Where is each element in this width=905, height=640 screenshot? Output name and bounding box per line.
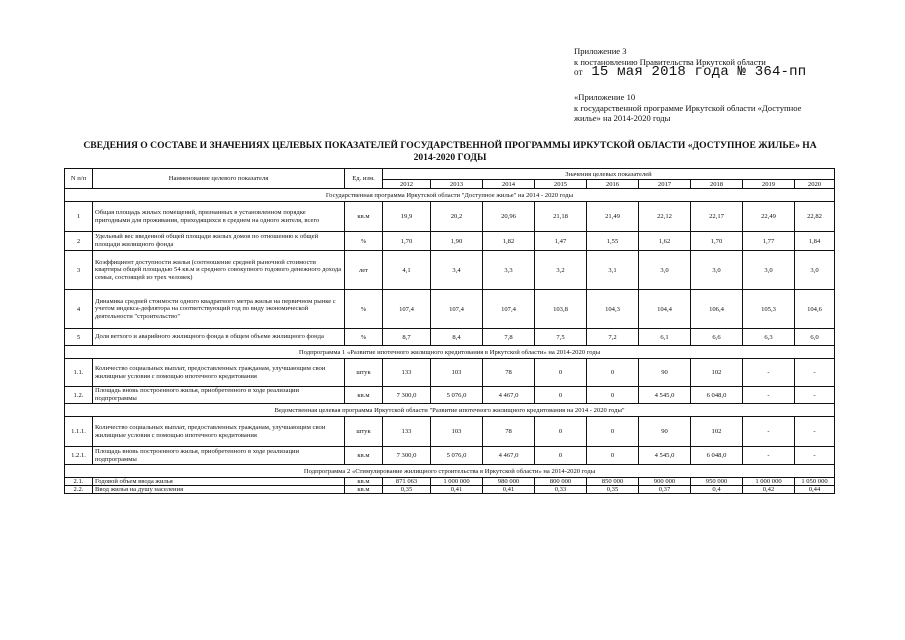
row-number: 1.2. xyxy=(65,387,93,404)
value-cell: 1,70 xyxy=(691,232,743,251)
value-cell: 1 000 000 xyxy=(431,478,483,486)
title-line-2: 2014-2020 ГОДЫ xyxy=(413,152,487,163)
year-header: 2017 xyxy=(639,180,691,189)
table-row xyxy=(65,417,835,447)
value-cell: 5 076,0 xyxy=(431,387,483,404)
value-cell: 1,84 xyxy=(795,232,835,251)
row-number: 1.1. xyxy=(65,359,93,387)
unit-cell: кв.м xyxy=(345,486,383,494)
unit-cell: лет xyxy=(345,251,383,290)
value-cell: - xyxy=(795,417,835,447)
appendix-header xyxy=(574,46,806,78)
value-cell: 6,0 xyxy=(795,329,835,346)
table-body xyxy=(65,189,835,494)
value-cell: 980 000 xyxy=(483,478,535,486)
value-cell: 4 545,0 xyxy=(639,447,691,465)
value-cell: 90 xyxy=(639,359,691,387)
value-cell: 800 000 xyxy=(535,478,587,486)
value-cell: 22,49 xyxy=(743,202,795,232)
value-cell: 7,5 xyxy=(535,329,587,346)
value-cell: 950 000 xyxy=(691,478,743,486)
value-cell: 7,8 xyxy=(483,329,535,346)
value-cell: 103 xyxy=(431,359,483,387)
table-row xyxy=(65,232,835,251)
section-title: Государственная программа Иркутской области "Доступное жилье" на 2014 - 2020 годы xyxy=(65,189,835,202)
row-number: 2.2. xyxy=(65,486,93,494)
row-number: 4 xyxy=(65,290,93,329)
value-cell: 19,9 xyxy=(383,202,431,232)
value-cell: 21,49 xyxy=(587,202,639,232)
value-cell: 1,82 xyxy=(483,232,535,251)
unit-cell: штук xyxy=(345,359,383,387)
table-row xyxy=(65,359,835,387)
appendix-number: Приложение 3 xyxy=(574,46,627,56)
value-cell: 107,4 xyxy=(483,290,535,329)
title-line-1: СВЕДЕНИЯ О СОСТАВЕ И ЗНАЧЕНИЯХ ЦЕЛЕВЫХ ПОКАЗАТЕЛЕЙ ГОСУДАРСТВЕННОЙ ПРОГРАММЫ ИРКУТСКОЙ ОБЛАСТИ «ДОСТУПНОЕ ЖИЛЬЕ» НА xyxy=(83,140,817,151)
section-title: Подпрограмма 2 «Стимулирование жилищного строительства в Иркутской области» на 2014-2020 годы xyxy=(65,465,835,478)
indicator-name: Площадь вновь построенного жилья, приобретенного в ходе реализации подпрограммы xyxy=(93,447,345,465)
value-cell: 0,37 xyxy=(639,486,691,494)
resolution-reference: к постановлению Правительства Иркутской области xyxy=(574,56,766,67)
indicator-name: Удельный вес введенной общей площади жилых домов по отношению к общей площади жилищного фонда xyxy=(93,232,345,251)
value-cell: 90 xyxy=(639,417,691,447)
date-prefix: от xyxy=(574,67,583,77)
row-number: 1.1.1. xyxy=(65,417,93,447)
value-cell: 850 000 xyxy=(587,478,639,486)
col-values-header: Значения целевых показателей xyxy=(383,169,835,180)
indicator-name: Ввод жилья на душу населения xyxy=(93,486,345,494)
table-row xyxy=(65,251,835,290)
value-cell: 103 xyxy=(431,417,483,447)
year-header: 2014 xyxy=(483,180,535,189)
indicator-name: Количество социальных выплат, предоставленных гражданам, улучшающим свои жилищные условия с помощью ипотечного кредитования xyxy=(93,359,345,387)
value-cell: 20,96 xyxy=(483,202,535,232)
indicator-name: Годовой объем ввода жилья xyxy=(93,478,345,486)
value-cell: 3,0 xyxy=(691,251,743,290)
program-reference: к государственной программе Иркутской области «Доступное xyxy=(574,102,802,113)
resolution-date xyxy=(574,64,807,80)
value-cell: - xyxy=(743,387,795,404)
value-cell: 0,42 xyxy=(743,486,795,494)
year-header: 2013 xyxy=(431,180,483,189)
value-cell: 8,7 xyxy=(383,329,431,346)
value-cell: 102 xyxy=(691,359,743,387)
value-cell: 3,1 xyxy=(587,251,639,290)
row-number: 5 xyxy=(65,329,93,346)
year-header: 2018 xyxy=(691,180,743,189)
row-number: 2.1. xyxy=(65,478,93,486)
value-cell: 4,1 xyxy=(383,251,431,290)
year-header: 2015 xyxy=(535,180,587,189)
table-row xyxy=(65,478,835,486)
value-cell: 3,0 xyxy=(743,251,795,290)
value-cell: 6,6 xyxy=(691,329,743,346)
year-header: 2019 xyxy=(743,180,795,189)
program-years: жилье» на 2014-2020 годы xyxy=(574,113,671,123)
value-cell: 871 063 xyxy=(383,478,431,486)
value-cell: 0,35 xyxy=(587,486,639,494)
unit-cell: кв.м xyxy=(345,478,383,486)
row-number: 3 xyxy=(65,251,93,290)
year-header: 2012 xyxy=(383,180,431,189)
value-cell: 5 076,0 xyxy=(431,447,483,465)
value-cell: 4 545,0 xyxy=(639,387,691,404)
indicator-name: Коэффициент доступности жилья (соотношение средней рыночной стоимости квартиры общей площадью 54 кв.м и среднего совокупного годового денежного дохода семьи, состоящей из трех человек) xyxy=(93,251,345,290)
unit-cell: % xyxy=(345,329,383,346)
value-cell: 4 467,0 xyxy=(483,387,535,404)
value-cell: 0 xyxy=(587,359,639,387)
value-cell: 6 048,0 xyxy=(691,447,743,465)
value-cell: 6,3 xyxy=(743,329,795,346)
section-row xyxy=(65,346,835,359)
value-cell: 0 xyxy=(587,447,639,465)
value-cell: 900 000 xyxy=(639,478,691,486)
value-cell: 102 xyxy=(691,417,743,447)
row-number: 2 xyxy=(65,232,93,251)
value-cell: 1,47 xyxy=(535,232,587,251)
value-cell: 3,3 xyxy=(483,251,535,290)
value-cell: 1,70 xyxy=(383,232,431,251)
value-cell: - xyxy=(743,417,795,447)
program-appendix-header xyxy=(574,92,801,124)
unit-cell: кв.м xyxy=(345,202,383,232)
value-cell: 0,33 xyxy=(535,486,587,494)
indicators-table xyxy=(64,168,835,494)
value-cell: 6 048,0 xyxy=(691,387,743,404)
value-cell: 1,62 xyxy=(639,232,691,251)
col-num-header: N п/п xyxy=(65,169,93,189)
unit-cell: % xyxy=(345,232,383,251)
indicator-name: Количество социальных выплат, предоставленных гражданам, улучшающим свои жилищные условия с помощью ипотечного кредитования xyxy=(93,417,345,447)
value-cell: 0,41 xyxy=(483,486,535,494)
value-cell: 105,3 xyxy=(743,290,795,329)
indicator-name: Доля ветхого и аварийного жилищного фонда в общем объеме жилищного фонда xyxy=(93,329,345,346)
value-cell: 1 050 000 xyxy=(795,478,835,486)
value-cell: 3,4 xyxy=(431,251,483,290)
value-cell: 4 467,0 xyxy=(483,447,535,465)
unit-cell: % xyxy=(345,290,383,329)
value-cell: 0 xyxy=(587,387,639,404)
value-cell: 0,35 xyxy=(383,486,431,494)
value-cell: 7,2 xyxy=(587,329,639,346)
value-cell: 106,4 xyxy=(691,290,743,329)
table-row xyxy=(65,329,835,346)
value-cell: 7 300,0 xyxy=(383,387,431,404)
value-cell: - xyxy=(795,387,835,404)
value-cell: 20,2 xyxy=(431,202,483,232)
value-cell: 7 300,0 xyxy=(383,447,431,465)
value-cell: 0 xyxy=(535,447,587,465)
value-cell: 78 xyxy=(483,359,535,387)
year-header: 2016 xyxy=(587,180,639,189)
value-cell: 21,18 xyxy=(535,202,587,232)
document-title xyxy=(60,140,840,164)
value-cell: 104,4 xyxy=(639,290,691,329)
col-name-header: Наименование целевого показателя xyxy=(93,169,345,189)
value-cell: 3,0 xyxy=(639,251,691,290)
indicator-name: Общая площадь жилых помещений, признанных в установленном порядке пригодными для проживания, приходящихся в среднем на одного жителя, всего xyxy=(93,202,345,232)
value-cell: 0,44 xyxy=(795,486,835,494)
value-cell: 0 xyxy=(587,417,639,447)
value-cell: 104,6 xyxy=(795,290,835,329)
value-cell: 1,90 xyxy=(431,232,483,251)
section-row xyxy=(65,465,835,478)
unit-cell: штук xyxy=(345,417,383,447)
value-cell: 0 xyxy=(535,417,587,447)
value-cell: 104,3 xyxy=(587,290,639,329)
value-cell: 0,41 xyxy=(431,486,483,494)
value-cell: - xyxy=(795,359,835,387)
value-cell: 22,82 xyxy=(795,202,835,232)
table-row xyxy=(65,486,835,494)
value-cell: 133 xyxy=(383,417,431,447)
indicator-name: Динамика средней стоимости одного квадратного метра жилья на первичном рынке с учетом индекса-дефлятора на соответствующий год по виду экономической деятельности "строительство" xyxy=(93,290,345,329)
table-row xyxy=(65,290,835,329)
value-cell: 22,12 xyxy=(639,202,691,232)
value-cell: - xyxy=(743,447,795,465)
value-cell: 22,17 xyxy=(691,202,743,232)
value-cell: 1,77 xyxy=(743,232,795,251)
unit-cell: кв.м xyxy=(345,447,383,465)
value-cell: 1,55 xyxy=(587,232,639,251)
row-number: 1 xyxy=(65,202,93,232)
table-row xyxy=(65,387,835,404)
unit-cell: кв.м xyxy=(345,387,383,404)
section-title: Ведомственная целевая программа Иркутской области "Развитие ипотечного жилищного кредитования на 2014 - 2020 годы" xyxy=(65,404,835,417)
value-cell: - xyxy=(795,447,835,465)
value-cell: 3,0 xyxy=(795,251,835,290)
value-cell: 107,4 xyxy=(383,290,431,329)
col-unit-header: Ед. изм. xyxy=(345,169,383,189)
table-header-row xyxy=(65,169,835,180)
value-cell: 0 xyxy=(535,387,587,404)
indicator-name: Площадь вновь построенного жилья, приобретенного в ходе реализации подпрограммы xyxy=(93,387,345,404)
table-row xyxy=(65,447,835,465)
value-cell: 103,8 xyxy=(535,290,587,329)
value-cell: 133 xyxy=(383,359,431,387)
table-row xyxy=(65,202,835,232)
value-cell: 1 000 000 xyxy=(743,478,795,486)
year-header: 2020 xyxy=(795,180,835,189)
value-cell: - xyxy=(743,359,795,387)
value-cell: 0,4 xyxy=(691,486,743,494)
value-cell: 0 xyxy=(535,359,587,387)
value-cell: 78 xyxy=(483,417,535,447)
value-cell: 3,2 xyxy=(535,251,587,290)
date-stamp: 15 мая 2018 года № 364-пп xyxy=(591,64,807,80)
section-row xyxy=(65,404,835,417)
row-number: 1.2.1. xyxy=(65,447,93,465)
section-row xyxy=(65,189,835,202)
program-appendix-number: «Приложение 10 xyxy=(574,92,636,102)
value-cell: 6,1 xyxy=(639,329,691,346)
section-title: Подпрограмма 1 «Развитие ипотечного жилищного кредитования в Иркутской области» на 2014-2020 годы xyxy=(65,346,835,359)
value-cell: 107,4 xyxy=(431,290,483,329)
value-cell: 8,4 xyxy=(431,329,483,346)
